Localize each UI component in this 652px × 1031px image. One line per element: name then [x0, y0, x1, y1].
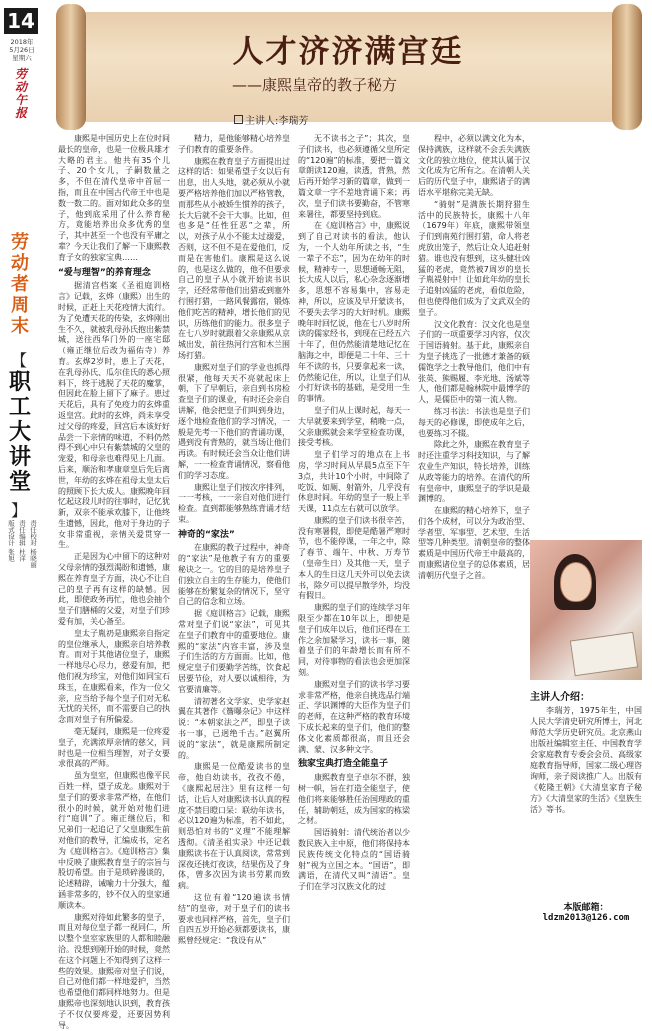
section-heading: 独家宝典打造全能皇子 [298, 759, 389, 770]
article-paragraph: 康熙是中国历史上在位时间最长的皇帝，也是一位极具雄才大略的君主。他共有35个儿子、20个女儿，子嗣数量之多，不但在清代皇帝中首屈一指，而且在中国古代帝王中也是数一数二的。面对如此众多的皇子，他到底采用了什么养育秘方，竟能培养出众多优秀的皇子，其中甚至一个也没有平庸之辈？今天让我们了解一下康熙教育子女的独家宝典…… [58, 134, 170, 262]
article-paragraph: 康熙对皇子们的学业也抓得很紧，他每天天不亮就起床上朝，下了早朝后，亲自到书房检查皇子们的课业，有时还会亲自讲解，他会把皇子们叫到身边，逐个地检查他们的学习情况，一般是先考一下他们的背诵功课，遇到没有背熟的，就当场让他们再读。有时候还会当众让他们讲解，一一检查背诵情况，察看他们的学习态度。 [178, 362, 290, 480]
article-column-1 [58, 134, 170, 1030]
section-heading: 神奇的“家法” [178, 529, 235, 540]
article-paragraph: 皇太子胤礽是康熙亲自指定的皇位继承人，康熙亲自培养教育。而对于其他诸位皇子，康熙一样地尽心尽力，慈爱有加，把他们视为珍宝，对他们如同宝石珠玉，在康熙看来，作为一位父亲，应当给予每个皇子们对无私无忧的关怀，而不需要自己的执念而对皇子有所偏爱。 [58, 628, 170, 725]
article-column-4 [418, 134, 530, 580]
photo-face [560, 562, 592, 602]
staff-credits [6, 520, 40, 620]
article-paragraph: 在康熙的教子过程中，神奇的“家法”是他教子有方的重要秘诀之一。它的目的是培养皇子们独立自主的生存能力，使他们能够在纷繁复杂的情况下，坚守自己的信念和立场。 [178, 543, 290, 607]
article-paragraph: 精力，是他能够精心培养皇子们教育的重要条件。 [178, 134, 290, 154]
article-paragraph: 皇子们学习的地点在上书房，学习时间从早晨5点至下午3点，共计10个小时，中间除了吃饭、如厕、射箭外，几乎没有休息时间。年幼的皇子一般上半天课，11点左右就可以放学。 [298, 450, 410, 514]
article-column-3 [298, 134, 410, 934]
author-bio: 李瑞芳，1975年生，中国人民大学清史研究所博士，河北师范大学历史研究员。北京燕山出版社编辑室主任、中国教育学会家庭教育专委会会员、高级家庭教育指导师，国家二级心理咨询师，亲子阅读推广人。出版有《乾隆王朝》《大清皇家育子秘方》《大清皇家的生活》《皇族生活》等书。 [530, 706, 642, 814]
credit-line: 版式设计 张旭 [7, 520, 15, 562]
author-intro-label: 主讲人介绍： [530, 692, 590, 703]
author-photo [530, 540, 642, 680]
page-number: 14 [4, 8, 38, 34]
article-paragraph: 在康熙的精心培养下，皇子们各个成材，可以分为政治型、学者型、军事型、艺术型、生活型等几种类型。清朝皇帝的整体素质是中国历代帝王中最高的，而康熙诸位皇子的总体素质，居清朝历代皇子之首。 [418, 506, 530, 580]
section-title-weekend: 劳 动 者 周 末 [11, 232, 29, 337]
article-paragraph: 据《庭训格言》记载，康熙常对皇子们说“家法”，可见其在皇子们教育中的重要地位。康熙的“家法”内容丰富，涉及皇子们生活的方方面面。比如，他规定皇子们要勤学苦练，饮食起居要节俭，对人要以诚相待，为官要清廉等。 [178, 609, 290, 694]
article-paragraph: 汉文化教育：汉文化也是皇子们的一项重要学习内容，仅次于国语骑射。基于此，康熙亲自为皇子挑选了一批德才兼备的硕儒饱学之士教导他们，他们中有张英、熊赐履、李光地、汤斌等人，他们都是翰林院中最博学的人，是儒臣中的第一流人物。 [418, 319, 530, 405]
left-rail [0, 0, 42, 937]
editor-mail-label: 本版邮箱： [563, 903, 609, 913]
credit-line: 责任编辑 杜洋 [18, 520, 26, 562]
article-paragraph: 康熙的皇子们读书很辛苦，没有寒暑假，即使是酷暑严寒时节，也不能停课，一年之中，除了春节、端午、中秋、万寿节（皇帝生日）及其他一天，皇子本人的生日这几天外可以免去读书，除夕可以提早散学外，均没有假日。 [298, 515, 410, 601]
box-bullet-icon [234, 115, 243, 124]
article-paragraph: 除此之外，康熙在教育皇子时还注重学习科技知识，与了解农业生产知识，特长培养，训练从政等能力的培养。在清代的所有皇帝中，康熙皇子的学识是最渊博的。 [418, 440, 530, 504]
headline-subtitle: ——康熙皇帝的教子秘方 [232, 76, 398, 94]
author-intro [530, 688, 642, 815]
article-paragraph: 毫无疑问，康熙是一位疼爱皇子，充满浓厚亲情的慈父，同时也是一位相当理智，对子女要求很高的严师。 [58, 727, 170, 769]
article-paragraph: 康熙的皇子们的连续学习年限至少都在10年以上，即使是皇子们成年以后，他们还得在工作之余加紧学习，读书一事，随着皇子们的年龄增长而有所不同，对待事物的看法也会更加深刻。 [298, 603, 410, 678]
date-year: 2018年 [10, 38, 34, 46]
date-weekday: 星期六 [12, 54, 32, 62]
article-paragraph: 康熙对皇子们的读书学习要求非常严格，他亲自挑选品行端正、学识渊博的大臣作为皇子们的老师，在这种严格的教育环境下成长起来的皇子们，他们的整体文化素质都很高，而且还会满、蒙、汉多种文字。 [298, 679, 410, 754]
bracket-close: 】 [10, 501, 27, 520]
article-paragraph: 练习书法：书法也是皇子们每天的必修课，即使成年之后，也要练习不辍。 [418, 406, 530, 438]
lecturer-byline [234, 112, 308, 127]
bracket-open: 【 [10, 351, 27, 370]
section-title-lecture: 职 工 大 讲 堂 [8, 370, 31, 495]
editor-contact [530, 900, 642, 923]
photo-book [570, 632, 638, 677]
article-paragraph: 在《庭训格言》中，康熙说到了自己对读书的看法，他认为，一个人幼年所读之书，“生一辈子不忘”，因为在幼年的时候，精神专一，思想通畅无阻，长大成人以后，私心杂念逐渐增多，思想不容易集中，容易走神，所以，应该及早开蒙读书，不要失去学习的大好时机。康熙晚年时回忆说，他在七八岁时所读的儒家经书，到现在已经五六十年了，但仍然能清楚地记忆在脑海之中，即便是二十年、三十年不读的书，只要拿起来一读，仍然能记住，所以，让皇子们从小打好读书的基础，是受用一生的事情。 [298, 221, 410, 404]
lecturer-text: 主讲人:李瑞芳 [245, 116, 309, 127]
article-paragraph: 虽为皇室，但康熙也像平民百姓一样，望子成龙。康熙对于皇子们的要求非常严格，在他们很小的时候，就开始对他们进行“庭训”了。雍正继位后，和兄弟们一起追记了父皇康熙生前对他们的教导，汇编成书，定名为《庭训格言》。《庭训格言》集中反映了康熙教育皇子的宗旨与股切希望。由于是琐碎漫谈的，论述精辟，诫喻力十分强大，蕴涵非常多的，钞不仅入的皇家通顺读本。 [58, 771, 170, 910]
article-paragraph: 康熙对待如此繁多的皇子，而且对每位皇子都一视同仁，所以整个皇室家族里的人都和睦融洽。没想到刚开始的时候，竟然在这个问题上不知得到了这样一些的效果。康熙帝对皇子们说，自己对他们都一样地爱护，当然也希望他们都同样地努力。但是康熙帝也深刻地认识到，教育孩子不仅仅要疼爱，还要因势利导。 [58, 912, 170, 1030]
article-paragraph: 康熙在教育皇子方面提出过这样的话：如果希望子女以后有出息，出人头地，就必须从小就要严格培养他们加以严格管教，而那些从小被娇生惯养的孩子，长大后就不会干大事。比如，但也多是“任性狂恶”之辈，所以，对孩子从小不能太过溺爱，否则，这不但不是在爱他们，反而是在害他们。康熙是这么说的，也是这么做的，他不但要求自己的皇子从小就开始读书识字，还经常带他们出猎或到塞外行围打猎，一路风餐露宿，锻炼他们吃苦的精神，增长他们的见识，历练他们的能力。很多皇子在七八岁时就跟着父亲康熙从京城出发，前往热河行宫和木兰围场打猎。 [178, 156, 290, 360]
article-column-2 [178, 134, 290, 946]
issue-date [4, 38, 40, 62]
headline-banner [52, 4, 644, 130]
newspaper-masthead: 劳 动 午 报 [14, 67, 27, 120]
article-paragraph: 正是因为心中留下的这种对父母亲情的强烈渴盼和遗憾，康熙在养育皇子方面，决心不让自己的皇子再有这样的缺憾。因此，即使政务再忙，他也会抽个皇子们膳桶的父爱，对皇子们珍爱有加，关心备至。 [58, 552, 170, 627]
article-paragraph: 这位有着“120遍读书情结”的皇帝，对于皇子们的读书要求也同样严格，首先，皇子们自四五岁开始必须都要读书，康熙曾经规定：“我设有从” [178, 892, 290, 946]
article-paragraph: 皇子们从上课时起，每天一大早就要来到学堂，稍晚一点，父亲康熙就会来学堂检查功课，接受考核。 [298, 405, 410, 448]
article-paragraph: 据清宫档案《圣祖庭训格言》记载，玄烨（康熙）出生的时候，正赶上天花疫情大流行。为了免遭天花的传染，玄烨刚出生不久，就被乳母孙氏抱出紫禁城，送往西华门外的一座宅邸（雍正继位后改为福佑寺）养育。玄烨2岁时，患上了天花，在乳母孙氏、瓜尔佳氏的悉心照料下，终于逃脱了天花的魔掌，但因此在脸上留下了麻子。患过天花后，具有了免疫力的玄烨重返皇宫。此时的玄烨，尚未享受过父母的疼爱，回宫后本该好好品尝一下亲情的味道，不料仍然得不到心中只有紫禁城的父皇的宠爱，和母亲也难得见上几面。后来，顺治和孝康章皇后先后离世，年幼的玄烨在祖母太皇太后的照顾下长大成人。康熙晚年回忆起这段儿时的往事时，记忆犹新，双亲不能承欢膝下，让他终生遗憾，因此，他对于身边的子女非常重视，亲情关爱贯穿一生。 [58, 281, 170, 550]
article-paragraph: “骑射”是满族长期狩猎生活中的民族特长，康熙十八年（1679年）年底，康熙带领皇子们到南苑行围打猎，命人将老虎放出笼子，然后让众人追赶射猎。谁也没有想到，这头健壮凶猛的老虎，竟然被7周岁的皇长子胤禔射中！让如此年幼的皇长子追射凶猛的老虎，看似危险，但也使得他们成为了文武双全的皇子。 [418, 199, 530, 317]
article-paragraph: 无不读书之子”；其次，皇子们读书，也必须遵循父皇所定的“120遍”的标准，要把一篇文章朗读120遍，读透，背熟，然后再开始学习新的篇章，做到一篇文章一字不差地背诵下来；再次，皇子们读书要勤奋，不管寒来暑往，都要坚持到底。 [298, 134, 410, 219]
article-paragraph: 国语骑射：清代统治者以少数民族入主中原，他们将保持本民族传统文化特点的“国语骑射”视为立国之本。“国语”，即满语，在清代又叫“清语”。皇子们在学习汉族文化的过 [298, 828, 410, 892]
editor-email[interactable]: ldzm2013@126.com [542, 913, 630, 923]
article-paragraph: 程中，必须以满文化为本，保持满族，这样就不会丢失满族文化的独立地位，使其认属于汉文化成为它所有之。在清朝人关后的历代皇子中，康熙诸子的满语水平堪称完美无缺。 [418, 134, 530, 197]
headline-title: 人才济济满宫廷 [232, 34, 464, 70]
article-paragraph: 康熙是一位酷爱读书的皇帝，他自幼读书，孜孜不倦，《康熙起居注》里有这样一句话，让后人对康熙读书认真的程度不禁目瞪口呆：联幼年读书，必以120遍为标准，若不如此，则恐怕对书的“义理”不能理解透彻。《清圣祖实录》中还记载康熙读书在于认真阅读，常常到深夜还挑灯夜读，结果伤及了身体，曾多次因为读书劳累而致病。 [178, 762, 290, 891]
article-paragraph: 康熙教育皇子卓尔不群，独树一帜，旨在打造全能皇子，使他们将来能够胜任治国理政的重任，辅助朝廷，成为国家的栋梁之材。 [298, 773, 410, 826]
section-heading: “爱与理智”的养育理念 [58, 267, 151, 278]
credit-line: 责任校对 杨晓丽 [29, 520, 37, 568]
article-paragraph: 康熙让皇子们按次序排列，一一考核，一一亲自对他们进行检查。直到都能够熟练背诵才结束。 [178, 482, 290, 524]
article-paragraph: 清初著名文学家、史学家赵翼在其著作《簷曝杂记》中这样说：“本朝家法之严，即皇子读书一事，已迥绝千古。”赵翼所说的“家法”，就是康熙所制定的。 [178, 696, 290, 760]
date-day: 5月26日 [9, 46, 35, 54]
